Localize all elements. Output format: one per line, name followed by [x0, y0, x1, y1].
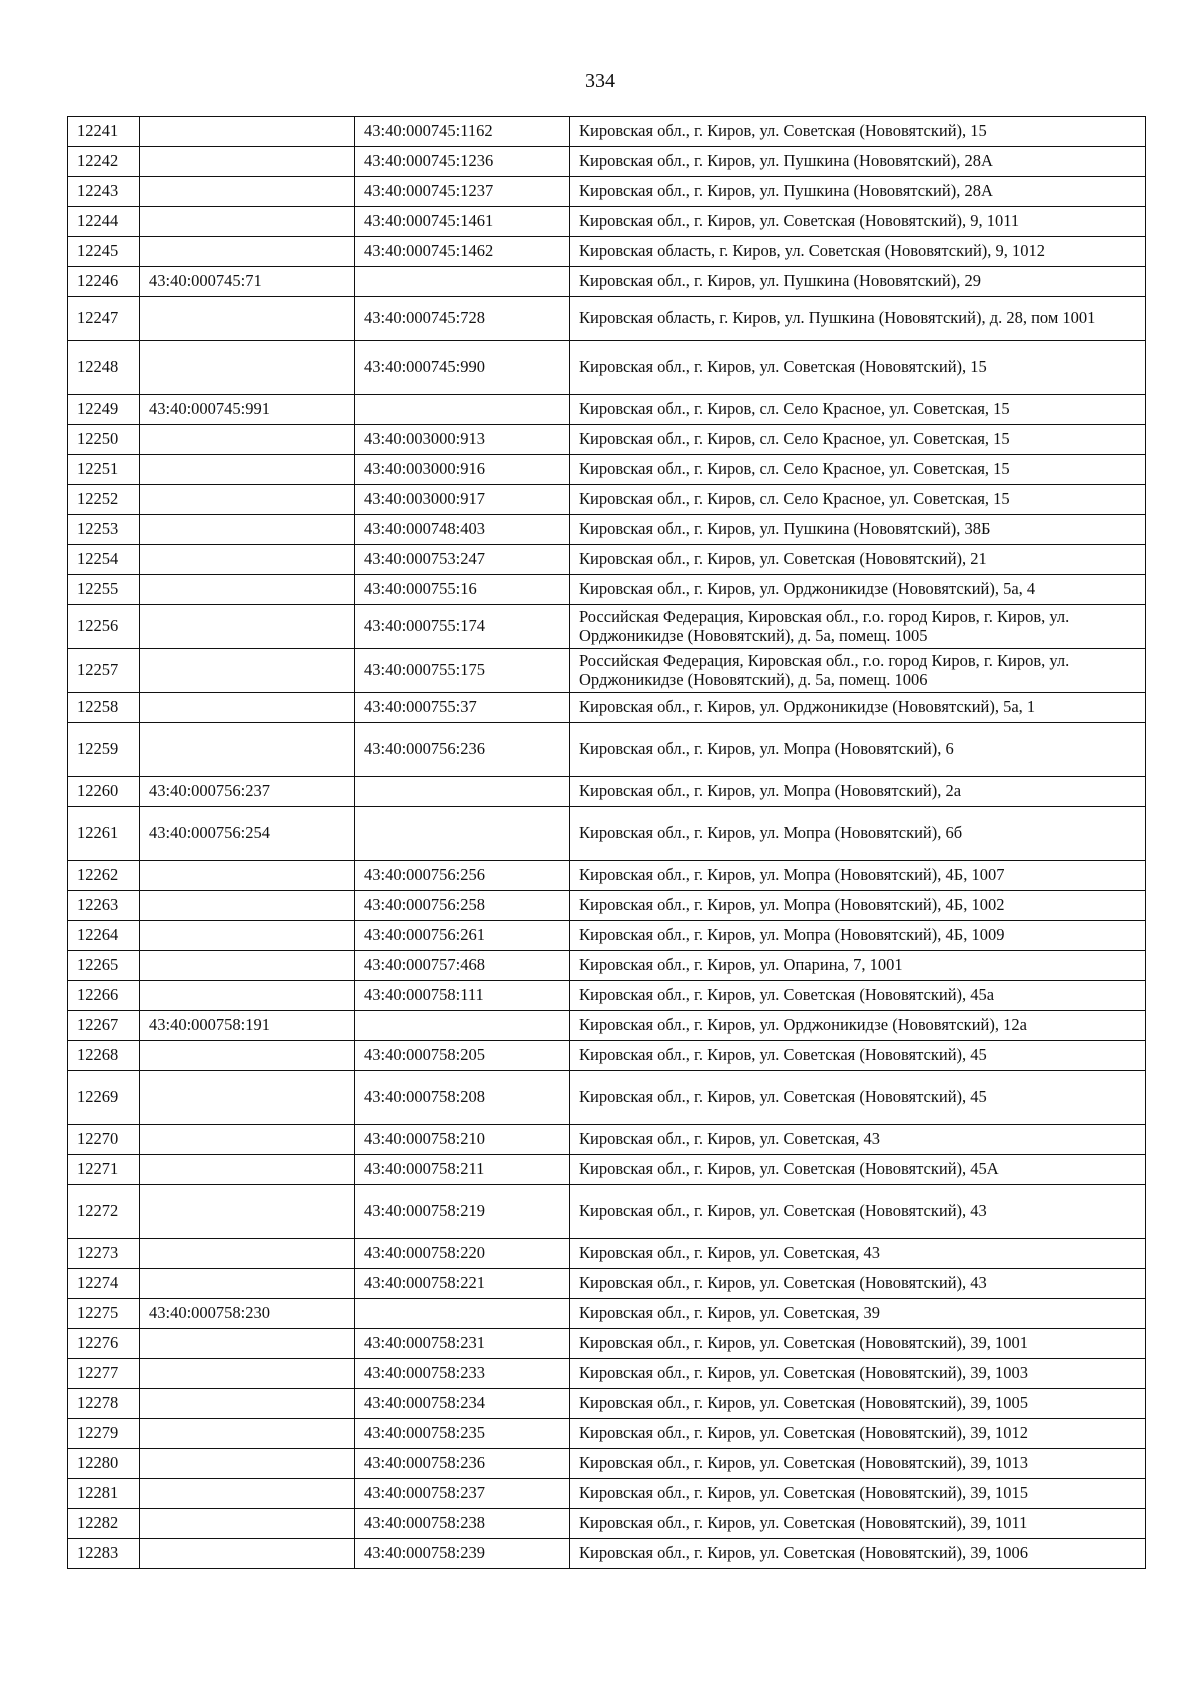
page-number: 334 [585, 70, 615, 92]
row-number-cell: 12256 [68, 605, 140, 649]
object-number-cell: 43:40:000758:233 [355, 1359, 570, 1389]
parcel-number-cell: 43:40:000756:254 [140, 807, 355, 861]
object-number-cell: 43:40:000745:1462 [355, 237, 570, 267]
address-cell: Кировская обл., г. Киров, сл. Село Красное, ул. Советская, 15 [570, 455, 1146, 485]
object-number-cell: 43:40:003000:913 [355, 425, 570, 455]
row-number-cell: 12243 [68, 177, 140, 207]
row-number-cell: 12258 [68, 693, 140, 723]
address-cell: Кировская обл., г. Киров, ул. Советская (Нововятский), 39, 1015 [570, 1479, 1146, 1509]
table-row [68, 1419, 1146, 1449]
object-number-cell: 43:40:000758:231 [355, 1329, 570, 1359]
table-row [68, 341, 1146, 395]
parcel-number-cell [140, 297, 355, 341]
table-row [68, 1185, 1146, 1239]
table-row [68, 723, 1146, 777]
object-number-cell: 43:40:000745:1461 [355, 207, 570, 237]
object-number-cell: 43:40:000756:258 [355, 891, 570, 921]
row-number-cell: 12248 [68, 341, 140, 395]
table-row [68, 1539, 1146, 1569]
parcel-number-cell [140, 891, 355, 921]
row-number-cell: 12272 [68, 1185, 140, 1239]
table-row [68, 1269, 1146, 1299]
row-number-cell: 12277 [68, 1359, 140, 1389]
parcel-number-cell [140, 117, 355, 147]
row-number-cell: 12268 [68, 1041, 140, 1071]
row-number-cell: 12279 [68, 1419, 140, 1449]
address-cell: Кировская обл., г. Киров, ул. Мопра (Нововятский), 4Б, 1002 [570, 891, 1146, 921]
table-row [68, 207, 1146, 237]
address-cell: Российская Федерация, Кировская обл., г.о. город Киров, г. Киров, ул. Орджоникидзе (Нововятский), д. 5а, помещ. 1006 [570, 649, 1146, 693]
address-cell: Кировская обл., г. Киров, ул. Мопра (Нововятский), 2а [570, 777, 1146, 807]
row-number-cell: 12241 [68, 117, 140, 147]
parcel-number-cell [140, 693, 355, 723]
object-number-cell [355, 267, 570, 297]
table-row [68, 1479, 1146, 1509]
table-body [68, 117, 1146, 1569]
table-row [68, 693, 1146, 723]
table-row [68, 515, 1146, 545]
row-number-cell: 12283 [68, 1539, 140, 1569]
row-number-cell: 12273 [68, 1239, 140, 1269]
row-number-cell: 12282 [68, 1509, 140, 1539]
address-cell: Кировская обл., г. Киров, ул. Советская (Нововятский), 43 [570, 1269, 1146, 1299]
address-cell: Кировская обл., г. Киров, ул. Советская (Нововятский), 9, 1011 [570, 207, 1146, 237]
object-number-cell: 43:40:000755:16 [355, 575, 570, 605]
table-row [68, 1329, 1146, 1359]
address-cell: Кировская обл., г. Киров, ул. Советская (Нововятский), 39, 1011 [570, 1509, 1146, 1539]
parcel-number-cell [140, 1419, 355, 1449]
parcel-number-cell [140, 981, 355, 1011]
parcel-number-cell [140, 861, 355, 891]
address-cell: Кировская область, г. Киров, ул. Советская (Нововятский), 9, 1012 [570, 237, 1146, 267]
row-number-cell: 12280 [68, 1449, 140, 1479]
table-row [68, 395, 1146, 425]
address-cell: Кировская обл., г. Киров, ул. Пушкина (Нововятский), 28А [570, 147, 1146, 177]
parcel-number-cell [140, 649, 355, 693]
parcel-number-cell [140, 1449, 355, 1479]
address-cell: Кировская обл., г. Киров, сл. Село Красное, ул. Советская, 15 [570, 395, 1146, 425]
parcel-number-cell [140, 425, 355, 455]
object-number-cell: 43:40:003000:917 [355, 485, 570, 515]
row-number-cell: 12274 [68, 1269, 140, 1299]
object-number-cell: 43:40:000757:468 [355, 951, 570, 981]
table-row [68, 147, 1146, 177]
row-number-cell: 12259 [68, 723, 140, 777]
parcel-number-cell [140, 341, 355, 395]
row-number-cell: 12246 [68, 267, 140, 297]
address-cell: Кировская обл., г. Киров, ул. Советская (Нововятский), 39, 1012 [570, 1419, 1146, 1449]
address-cell: Кировская обл., г. Киров, ул. Советская (Нововятский), 39, 1003 [570, 1359, 1146, 1389]
address-cell: Кировская обл., г. Киров, ул. Орджоникидзе (Нововятский), 12а [570, 1011, 1146, 1041]
table-row [68, 1071, 1146, 1125]
object-number-cell: 43:40:000758:237 [355, 1479, 570, 1509]
address-cell: Кировская обл., г. Киров, ул. Советская (Нововятский), 39, 1013 [570, 1449, 1146, 1479]
parcel-number-cell [140, 485, 355, 515]
row-number-cell: 12278 [68, 1389, 140, 1419]
object-number-cell: 43:40:000758:210 [355, 1125, 570, 1155]
address-cell: Кировская обл., г. Киров, ул. Советская (Нововятский), 45 [570, 1071, 1146, 1125]
parcel-number-cell [140, 575, 355, 605]
parcel-number-cell [140, 605, 355, 649]
table-row [68, 1509, 1146, 1539]
object-number-cell: 43:40:000756:236 [355, 723, 570, 777]
table-row [68, 951, 1146, 981]
row-number-cell: 12269 [68, 1071, 140, 1125]
address-cell: Кировская обл., г. Киров, ул. Советская (Нововятский), 45 [570, 1041, 1146, 1071]
address-cell: Кировская обл., г. Киров, ул. Советская, 39 [570, 1299, 1146, 1329]
parcel-number-cell [140, 1269, 355, 1299]
address-cell: Кировская обл., г. Киров, ул. Советская (Нововятский), 15 [570, 341, 1146, 395]
parcel-number-cell: 43:40:000745:71 [140, 267, 355, 297]
object-number-cell: 43:40:000758:221 [355, 1269, 570, 1299]
parcel-number-cell [140, 545, 355, 575]
table-row [68, 921, 1146, 951]
table-row [68, 177, 1146, 207]
parcel-number-cell [140, 147, 355, 177]
address-cell: Кировская обл., г. Киров, ул. Орджоникидзе (Нововятский), 5а, 4 [570, 575, 1146, 605]
table-row [68, 1125, 1146, 1155]
address-cell: Кировская обл., г. Киров, сл. Село Красное, ул. Советская, 15 [570, 425, 1146, 455]
address-cell: Кировская обл., г. Киров, ул. Пушкина (Нововятский), 29 [570, 267, 1146, 297]
object-number-cell: 43:40:000758:235 [355, 1419, 570, 1449]
object-number-cell: 43:40:000758:238 [355, 1509, 570, 1539]
object-number-cell: 43:40:000756:256 [355, 861, 570, 891]
row-number-cell: 12265 [68, 951, 140, 981]
object-number-cell: 43:40:000753:247 [355, 545, 570, 575]
parcel-number-cell [140, 177, 355, 207]
object-number-cell: 43:40:000756:261 [355, 921, 570, 951]
parcel-number-cell: 43:40:000756:237 [140, 777, 355, 807]
row-number-cell: 12263 [68, 891, 140, 921]
row-number-cell: 12254 [68, 545, 140, 575]
address-cell: Кировская обл., г. Киров, ул. Советская (Нововятский), 39, 1006 [570, 1539, 1146, 1569]
row-number-cell: 12244 [68, 207, 140, 237]
address-cell: Кировская обл., г. Киров, ул. Мопра (Нововятский), 4Б, 1007 [570, 861, 1146, 891]
parcel-number-cell [140, 1071, 355, 1125]
table-row [68, 1389, 1146, 1419]
address-cell: Кировская обл., г. Киров, ул. Пушкина (Нововятский), 28А [570, 177, 1146, 207]
row-number-cell: 12257 [68, 649, 140, 693]
address-cell: Кировская область, г. Киров, ул. Пушкина (Нововятский), д. 28, пом 1001 [570, 297, 1146, 341]
table-row [68, 297, 1146, 341]
address-cell: Кировская обл., г. Киров, ул. Советская (Нововятский), 43 [570, 1185, 1146, 1239]
parcel-number-cell [140, 723, 355, 777]
object-number-cell: 43:40:000755:175 [355, 649, 570, 693]
cadastral-table [67, 116, 1146, 1569]
parcel-number-cell [140, 1125, 355, 1155]
table-row [68, 425, 1146, 455]
row-number-cell: 12247 [68, 297, 140, 341]
address-cell: Кировская обл., г. Киров, ул. Советская (Нововятский), 15 [570, 117, 1146, 147]
object-number-cell: 43:40:000755:37 [355, 693, 570, 723]
table-row [68, 1155, 1146, 1185]
row-number-cell: 12262 [68, 861, 140, 891]
object-number-cell: 43:40:000745:1236 [355, 147, 570, 177]
parcel-number-cell [140, 1185, 355, 1239]
row-number-cell: 12252 [68, 485, 140, 515]
row-number-cell: 12270 [68, 1125, 140, 1155]
table-row [68, 1239, 1146, 1269]
table-row [68, 605, 1146, 649]
object-number-cell: 43:40:000745:728 [355, 297, 570, 341]
object-number-cell: 43:40:000745:990 [355, 341, 570, 395]
table-row [68, 575, 1146, 605]
address-cell: Кировская обл., г. Киров, ул. Советская, 43 [570, 1125, 1146, 1155]
address-cell: Кировская обл., г. Киров, ул. Советская (Нововятский), 21 [570, 545, 1146, 575]
object-number-cell: 43:40:000755:174 [355, 605, 570, 649]
parcel-number-cell [140, 1239, 355, 1269]
address-cell: Кировская обл., г. Киров, сл. Село Красное, ул. Советская, 15 [570, 485, 1146, 515]
row-number-cell: 12260 [68, 777, 140, 807]
row-number-cell: 12251 [68, 455, 140, 485]
address-cell: Кировская обл., г. Киров, ул. Советская (Нововятский), 39, 1001 [570, 1329, 1146, 1359]
object-number-cell: 43:40:000758:111 [355, 981, 570, 1011]
object-number-cell: 43:40:000758:236 [355, 1449, 570, 1479]
row-number-cell: 12271 [68, 1155, 140, 1185]
table-row [68, 1011, 1146, 1041]
object-number-cell [355, 1011, 570, 1041]
parcel-number-cell [140, 1155, 355, 1185]
address-cell: Российская Федерация, Кировская обл., г.о. город Киров, г. Киров, ул. Орджоникидзе (Нововятский), д. 5а, помещ. 1005 [570, 605, 1146, 649]
object-number-cell [355, 1299, 570, 1329]
row-number-cell: 12250 [68, 425, 140, 455]
table-row [68, 1041, 1146, 1071]
object-number-cell: 43:40:000758:239 [355, 1539, 570, 1569]
object-number-cell: 43:40:000758:219 [355, 1185, 570, 1239]
object-number-cell: 43:40:000758:211 [355, 1155, 570, 1185]
row-number-cell: 12281 [68, 1479, 140, 1509]
table-row [68, 649, 1146, 693]
row-number-cell: 12267 [68, 1011, 140, 1041]
parcel-number-cell: 43:40:000758:230 [140, 1299, 355, 1329]
address-cell: Кировская обл., г. Киров, ул. Советская, 43 [570, 1239, 1146, 1269]
address-cell: Кировская обл., г. Киров, ул. Мопра (Нововятский), 6 [570, 723, 1146, 777]
table-row [68, 1449, 1146, 1479]
object-number-cell: 43:40:000745:1162 [355, 117, 570, 147]
parcel-number-cell [140, 1389, 355, 1419]
table-row [68, 807, 1146, 861]
parcel-number-cell [140, 1329, 355, 1359]
table-row [68, 891, 1146, 921]
table-row [68, 1359, 1146, 1389]
object-number-cell: 43:40:003000:916 [355, 455, 570, 485]
table-row [68, 237, 1146, 267]
table-row [68, 455, 1146, 485]
parcel-number-cell [140, 515, 355, 545]
address-cell: Кировская обл., г. Киров, ул. Опарина, 7, 1001 [570, 951, 1146, 981]
row-number-cell: 12266 [68, 981, 140, 1011]
object-number-cell: 43:40:000758:205 [355, 1041, 570, 1071]
table-row [68, 267, 1146, 297]
object-number-cell: 43:40:000758:220 [355, 1239, 570, 1269]
row-number-cell: 12242 [68, 147, 140, 177]
object-number-cell [355, 395, 570, 425]
row-number-cell: 12275 [68, 1299, 140, 1329]
table-row [68, 981, 1146, 1011]
table-row [68, 1299, 1146, 1329]
parcel-number-cell [140, 207, 355, 237]
address-cell: Кировская обл., г. Киров, ул. Пушкина (Нововятский), 38Б [570, 515, 1146, 545]
address-cell: Кировская обл., г. Киров, ул. Советская (Нововятский), 39, 1005 [570, 1389, 1146, 1419]
row-number-cell: 12249 [68, 395, 140, 425]
parcel-number-cell [140, 1041, 355, 1071]
address-cell: Кировская обл., г. Киров, ул. Орджоникидзе (Нововятский), 5а, 1 [570, 693, 1146, 723]
table-row [68, 861, 1146, 891]
parcel-number-cell [140, 237, 355, 267]
row-number-cell: 12261 [68, 807, 140, 861]
parcel-number-cell [140, 1479, 355, 1509]
parcel-number-cell [140, 951, 355, 981]
parcel-number-cell [140, 1509, 355, 1539]
address-cell: Кировская обл., г. Киров, ул. Мопра (Нововятский), 4Б, 1009 [570, 921, 1146, 951]
table-row [68, 117, 1146, 147]
table-row [68, 777, 1146, 807]
address-cell: Кировская обл., г. Киров, ул. Советская (Нововятский), 45а [570, 981, 1146, 1011]
object-number-cell: 43:40:000758:208 [355, 1071, 570, 1125]
address-cell: Кировская обл., г. Киров, ул. Советская (Нововятский), 45А [570, 1155, 1146, 1185]
parcel-number-cell [140, 1359, 355, 1389]
object-number-cell: 43:40:000748:403 [355, 515, 570, 545]
row-number-cell: 12245 [68, 237, 140, 267]
object-number-cell [355, 807, 570, 861]
object-number-cell: 43:40:000758:234 [355, 1389, 570, 1419]
row-number-cell: 12253 [68, 515, 140, 545]
row-number-cell: 12264 [68, 921, 140, 951]
table-row [68, 545, 1146, 575]
parcel-number-cell [140, 455, 355, 485]
parcel-number-cell: 43:40:000758:191 [140, 1011, 355, 1041]
object-number-cell: 43:40:000745:1237 [355, 177, 570, 207]
parcel-number-cell [140, 921, 355, 951]
parcel-number-cell [140, 1539, 355, 1569]
address-cell: Кировская обл., г. Киров, ул. Мопра (Нововятский), 6б [570, 807, 1146, 861]
parcel-number-cell: 43:40:000745:991 [140, 395, 355, 425]
row-number-cell: 12255 [68, 575, 140, 605]
object-number-cell [355, 777, 570, 807]
table-row [68, 485, 1146, 515]
row-number-cell: 12276 [68, 1329, 140, 1359]
